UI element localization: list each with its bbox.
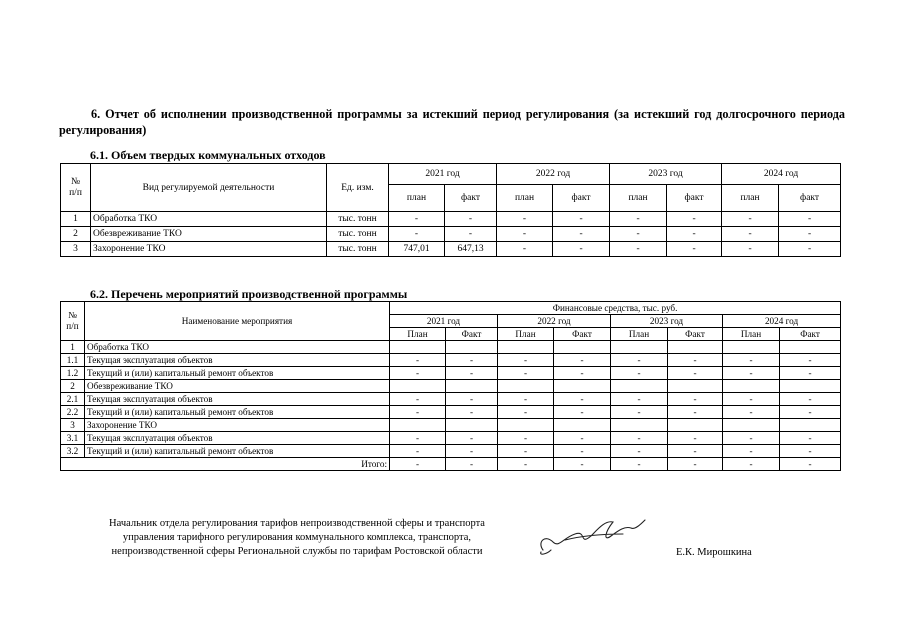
value-cell: -	[723, 445, 780, 458]
table-row	[61, 406, 841, 419]
header-year-2021: 2021 год	[389, 164, 497, 185]
value-cell	[780, 341, 841, 354]
value-cell	[498, 380, 554, 393]
value-cell	[611, 419, 668, 432]
total-cell: -	[390, 458, 446, 471]
value-cell: -	[667, 242, 722, 257]
value-cell: -	[780, 354, 841, 367]
header-fact: факт	[445, 185, 497, 212]
value-cell	[780, 419, 841, 432]
value-cell: -	[498, 406, 554, 419]
value-cell: -	[779, 227, 841, 242]
value-cell	[390, 419, 446, 432]
value-cell: -	[779, 212, 841, 227]
value-cell: -	[389, 227, 445, 242]
value-cell: -	[611, 432, 668, 445]
header-plan: план	[722, 185, 779, 212]
value-cell	[554, 419, 611, 432]
value-cell: -	[610, 242, 667, 257]
value-cell	[668, 419, 723, 432]
header-plan: План	[498, 328, 554, 341]
value-cell	[498, 341, 554, 354]
header-num: № п/п	[61, 164, 91, 212]
value-cell	[498, 419, 554, 432]
header-plan: план	[610, 185, 667, 212]
header-plan: План	[390, 328, 446, 341]
value-cell	[723, 419, 780, 432]
value-cell: -	[390, 354, 446, 367]
row-num: 2.1	[61, 393, 85, 406]
row-num: 3.2	[61, 445, 85, 458]
table-row	[61, 341, 841, 354]
value-cell: -	[497, 227, 553, 242]
value-cell: -	[390, 445, 446, 458]
value-cell: -	[446, 354, 498, 367]
row-activity-name: Обезвреживание ТКО	[85, 380, 390, 393]
value-cell: -	[611, 354, 668, 367]
value-cell: -	[723, 367, 780, 380]
value-cell: -	[668, 445, 723, 458]
header-activity-name: Наименование мероприятия	[85, 302, 390, 341]
value-cell	[668, 380, 723, 393]
header-year-2024: 2024 год	[722, 164, 841, 185]
value-cell: -	[780, 445, 841, 458]
row-num: 1	[61, 341, 85, 354]
value-cell: -	[780, 406, 841, 419]
header-unit: Ед. изм.	[327, 164, 389, 212]
section-title-waste-volume: 6.1. Объем твердых коммунальных отходов	[90, 148, 326, 162]
value-cell: -	[390, 367, 446, 380]
handwritten-signature	[535, 512, 650, 560]
header-fact: Факт	[446, 328, 498, 341]
row-unit: тыс. тонн	[327, 212, 389, 227]
value-cell: -	[553, 242, 610, 257]
value-cell: -	[390, 393, 446, 406]
row-activity-name: Текущая эксплуатация объектов	[85, 393, 390, 406]
value-cell: -	[780, 432, 841, 445]
value-cell: -	[390, 406, 446, 419]
value-cell: -	[498, 354, 554, 367]
value-cell: -	[668, 393, 723, 406]
header-year-2023: 2023 год	[611, 315, 723, 328]
header-fact: Факт	[668, 328, 723, 341]
row-activity: Обработка ТКО	[91, 212, 327, 227]
header-plan: План	[611, 328, 668, 341]
value-cell: -	[553, 212, 610, 227]
row-num: 1	[61, 212, 91, 227]
value-cell: -	[554, 432, 611, 445]
value-cell: -	[446, 393, 498, 406]
section-title-activities: 6.2. Перечень мероприятий производственной программы	[90, 287, 408, 301]
value-cell: -	[722, 242, 779, 257]
value-cell	[611, 380, 668, 393]
total-cell: -	[780, 458, 841, 471]
value-cell	[446, 419, 498, 432]
header-plan: План	[723, 328, 780, 341]
row-activity: Захоронение ТКО	[91, 242, 327, 257]
value-cell: -	[554, 367, 611, 380]
row-unit: тыс. тонн	[327, 227, 389, 242]
header-fact: Факт	[780, 328, 841, 341]
value-cell: -	[667, 212, 722, 227]
value-cell	[390, 380, 446, 393]
table-row	[61, 393, 841, 406]
header-plan: план	[497, 185, 553, 212]
header-fact: Факт	[554, 328, 611, 341]
value-cell: 747,01	[389, 242, 445, 257]
value-cell: -	[445, 227, 497, 242]
value-cell: -	[610, 227, 667, 242]
value-cell: -	[611, 445, 668, 458]
header-fact: факт	[667, 185, 722, 212]
value-cell: -	[554, 393, 611, 406]
value-cell: -	[498, 432, 554, 445]
total-label: Итого:	[61, 458, 390, 471]
value-cell: -	[668, 432, 723, 445]
value-cell: -	[446, 406, 498, 419]
value-cell	[611, 341, 668, 354]
value-cell	[780, 380, 841, 393]
header-year-2021: 2021 год	[390, 315, 498, 328]
value-cell: -	[610, 212, 667, 227]
header-fact: факт	[553, 185, 610, 212]
value-cell: -	[498, 367, 554, 380]
value-cell: -	[446, 445, 498, 458]
value-cell: -	[723, 406, 780, 419]
table-row	[61, 227, 841, 242]
row-num: 2.2	[61, 406, 85, 419]
value-cell: -	[668, 354, 723, 367]
row-activity-name: Текущая эксплуатация объектов	[85, 354, 390, 367]
row-num: 3	[61, 242, 91, 257]
row-activity-name: Захоронение ТКО	[85, 419, 390, 432]
value-cell: -	[445, 212, 497, 227]
value-cell: -	[497, 212, 553, 227]
value-cell: -	[723, 393, 780, 406]
value-cell: -	[553, 227, 610, 242]
row-activity-name: Текущий и (или) капитальный ремонт объектов	[85, 406, 390, 419]
table-row	[61, 242, 841, 257]
signatory-position: Начальник отдела регулирования тарифов непроизводственной сферы и транспорта управления тарифного регулирования коммунального комплекса, транспорта, непроизводственной сферы Региональной службы по тарифам Ростовской области	[109, 518, 485, 557]
row-num: 1.2	[61, 367, 85, 380]
total-cell: -	[723, 458, 780, 471]
table-row	[61, 354, 841, 367]
table-row	[61, 380, 841, 393]
value-cell: -	[667, 227, 722, 242]
header-year-2022: 2022 год	[498, 315, 611, 328]
table-row	[61, 432, 841, 445]
total-cell: -	[498, 458, 554, 471]
value-cell: -	[389, 212, 445, 227]
value-cell: -	[390, 432, 446, 445]
table-row	[61, 367, 841, 380]
value-cell: -	[779, 242, 841, 257]
header-year-2024: 2024 год	[723, 315, 841, 328]
value-cell: -	[723, 354, 780, 367]
header-plan: план	[389, 185, 445, 212]
header-year-2022: 2022 год	[497, 164, 610, 185]
value-cell: -	[723, 432, 780, 445]
value-cell: -	[668, 406, 723, 419]
waste-volume-table	[60, 163, 841, 257]
table-row	[61, 419, 841, 432]
row-activity-name: Текущая эксплуатация объектов	[85, 432, 390, 445]
row-activity-name: Обработка ТКО	[85, 341, 390, 354]
value-cell	[554, 380, 611, 393]
row-num: 2	[61, 227, 91, 242]
report-heading: 6. Отчет об исполнении производственной программы за истекший период регулирования (за истекший год долгосрочного периода регулирования)	[59, 107, 845, 137]
value-cell: -	[722, 227, 779, 242]
value-cell: 647,13	[445, 242, 497, 257]
value-cell	[554, 341, 611, 354]
value-cell	[446, 341, 498, 354]
row-num: 3	[61, 419, 85, 432]
value-cell: -	[780, 393, 841, 406]
value-cell: -	[780, 367, 841, 380]
signatory-name: Е.К. Мирошкина	[676, 547, 752, 558]
header-year-2023: 2023 год	[610, 164, 722, 185]
row-activity: Обезвреживание ТКО	[91, 227, 327, 242]
value-cell: -	[446, 367, 498, 380]
row-activity-name: Текущий и (или) капитальный ремонт объектов	[85, 445, 390, 458]
value-cell: -	[446, 432, 498, 445]
total-cell: -	[446, 458, 498, 471]
row-num: 1.1	[61, 354, 85, 367]
value-cell: -	[497, 242, 553, 257]
value-cell: -	[722, 212, 779, 227]
value-cell: -	[498, 445, 554, 458]
header-activity: Вид регулируемой деятельности	[91, 164, 327, 212]
value-cell: -	[668, 367, 723, 380]
header-fact: факт	[779, 185, 841, 212]
value-cell: -	[611, 406, 668, 419]
total-cell: -	[554, 458, 611, 471]
row-num: 3.1	[61, 432, 85, 445]
row-unit: тыс. тонн	[327, 242, 389, 257]
total-cell: -	[668, 458, 723, 471]
value-cell: -	[611, 367, 668, 380]
value-cell	[723, 380, 780, 393]
row-activity-name: Текущий и (или) капитальный ремонт объектов	[85, 367, 390, 380]
header-num: № п/п	[61, 302, 85, 341]
value-cell: -	[554, 406, 611, 419]
value-cell: -	[554, 445, 611, 458]
table-row	[61, 212, 841, 227]
header-finance: Финансовые средства, тыс. руб.	[390, 302, 841, 315]
table-row	[61, 445, 841, 458]
total-cell: -	[611, 458, 668, 471]
value-cell	[723, 341, 780, 354]
value-cell	[668, 341, 723, 354]
row-num: 2	[61, 380, 85, 393]
activities-table	[60, 301, 841, 471]
value-cell: -	[611, 393, 668, 406]
value-cell: -	[498, 393, 554, 406]
value-cell	[390, 341, 446, 354]
value-cell	[446, 380, 498, 393]
value-cell: -	[554, 354, 611, 367]
